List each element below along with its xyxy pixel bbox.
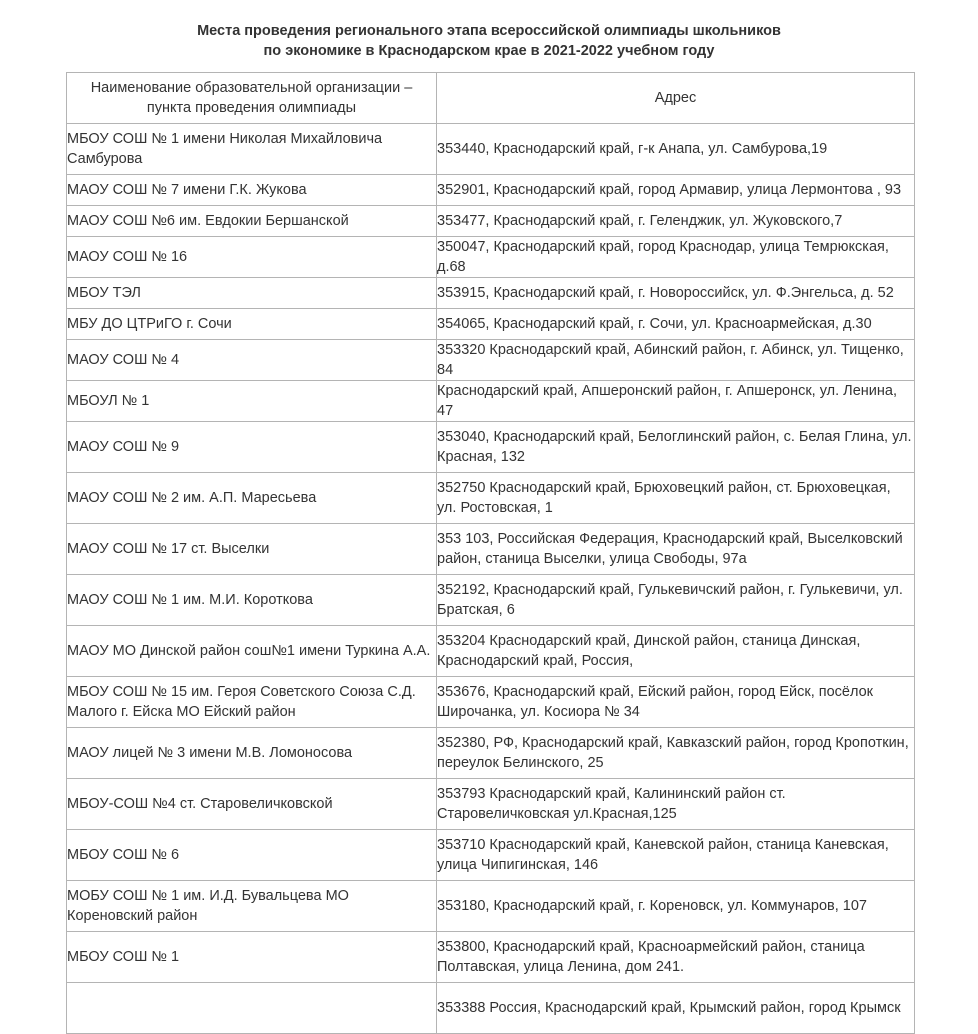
table-row [67,881,915,932]
table-row [67,381,915,422]
organization-cell: МОБУ СОШ № 1 им. И.Д. Бувальцева МО Кореновский район [67,881,437,932]
address-cell: 353040, Краснодарский край, Белоглинский район, с. Белая Глина, ул. Красная, 132 [437,422,915,473]
table-row [67,983,915,1034]
organization-cell: МБУ ДО ЦТРиГО г. Сочи [67,309,437,340]
table-row [67,473,915,524]
organization-cell: МАОУ СОШ № 4 [67,340,437,381]
address-cell: 352750 Краснодарский край, Брюховецкий район, ст. Брюховецкая, ул. Ростовская, 1 [437,473,915,524]
address-cell: 353 103, Российская Федерация, Краснодарский край, Выселковский район, станица Выселки, улица Свободы, 97а [437,524,915,575]
table-row [67,237,915,278]
column-header-organization: Наименование образовательной организации – пункта проведения олимпиады [67,73,437,124]
organization-cell: МБОУ-СОШ №4 ст. Старовеличковской [67,779,437,830]
venues-table [66,72,915,1034]
table-row [67,779,915,830]
address-cell: 353793 Краснодарский край, Калининский район ст. Старовеличковская ул.Красная,125 [437,779,915,830]
address-cell: Краснодарский край, Апшеронский район, г. Апшеронск, ул. Ленина, 47 [437,381,915,422]
organization-cell: МАОУ СОШ № 7 имени Г.К. Жукова [67,175,437,206]
table-row [67,728,915,779]
table-header-row [67,73,915,124]
table-row [67,422,915,473]
table-row [67,524,915,575]
organization-cell: МАОУ СОШ № 1 им. М.И. Короткова [67,575,437,626]
organization-cell: МБОУ СОШ № 1 имени Николая Михайловича Самбурова [67,124,437,175]
organization-cell: МБОУ СОШ № 1 [67,932,437,983]
table-row [67,677,915,728]
organization-cell: МАОУ СОШ №6 им. Евдокии Бершанской [67,206,437,237]
organization-cell [67,983,437,1034]
address-cell: 352380, РФ, Краснодарский край, Кавказский район, город Кропоткин, переулок Белинского, 25 [437,728,915,779]
organization-cell: МБОУ СОШ № 15 им. Героя Советского Союза С.Д. Малого г. Ейска МО Ейский район [67,677,437,728]
page-title-line-1: Места проведения регионального этапа всероссийской олимпиады школьников [197,23,781,39]
address-cell: 353800, Краснодарский край, Красноармейский район, станица Полтавская, улица Ленина, дом 241. [437,932,915,983]
address-cell: 353915, Краснодарский край, г. Новороссийск, ул. Ф.Энгельса, д. 52 [437,278,915,309]
address-cell: 352192, Краснодарский край, Гулькевичский район, г. Гулькевичи, ул. Братская, 6 [437,575,915,626]
table-row [67,278,915,309]
organization-cell: МАОУ СОШ № 2 им. А.П. Маресьева [67,473,437,524]
table-row [67,340,915,381]
page-title [0,21,978,61]
table-row [67,932,915,983]
table-row [67,626,915,677]
organization-cell: МБОУ ТЭЛ [67,278,437,309]
organization-cell: МАОУ лицей № 3 имени М.В. Ломоносова [67,728,437,779]
column-header-address: Адрес [437,73,915,124]
page-title-line-2: по экономике в Краснодарском крае в 2021-2022 учебном году [263,43,715,59]
address-cell: 353676, Краснодарский край, Ейский район, город Ейск, посёлок Широчанка, ул. Косиора № 34 [437,677,915,728]
organization-cell: МБОУ СОШ № 6 [67,830,437,881]
table-row [67,175,915,206]
organization-cell: МАОУ СОШ № 9 [67,422,437,473]
address-cell: 353440, Краснодарский край, г-к Анапа, ул. Самбурова,19 [437,124,915,175]
table-row [67,830,915,881]
address-cell: 354065, Краснодарский край, г. Сочи, ул. Красноармейская, д.30 [437,309,915,340]
table-row [67,575,915,626]
organization-cell: МАОУ МО Динской район сош№1 имени Туркина А.А. [67,626,437,677]
address-cell: 352901, Краснодарский край, город Армавир, улица Лермонтова , 93 [437,175,915,206]
address-cell: 350047, Краснодарский край, город Краснодар, улица Темрюкская, д.68 [437,237,915,278]
table-row [67,124,915,175]
address-cell: 353710 Краснодарский край, Каневской район, станица Каневская, улица Чипигинская, 146 [437,830,915,881]
organization-cell: МАОУ СОШ № 16 [67,237,437,278]
table-row [67,206,915,237]
organization-cell: МАОУ СОШ № 17 ст. Выселки [67,524,437,575]
table-row [67,309,915,340]
address-cell: 353388 Россия, Краснодарский край, Крымский район, город Крымск [437,983,915,1034]
address-cell: 353320 Краснодарский край, Абинский район, г. Абинск, ул. Тищенко, 84 [437,340,915,381]
organization-cell: МБОУЛ № 1 [67,381,437,422]
venues-table-viewport [66,72,916,1016]
address-cell: 353477, Краснодарский край, г. Геленджик, ул. Жуковского,7 [437,206,915,237]
address-cell: 353180, Краснодарский край, г. Кореновск, ул. Коммунаров, 107 [437,881,915,932]
address-cell: 353204 Краснодарский край, Динской район, станица Динская, Краснодарский край, Россия, [437,626,915,677]
